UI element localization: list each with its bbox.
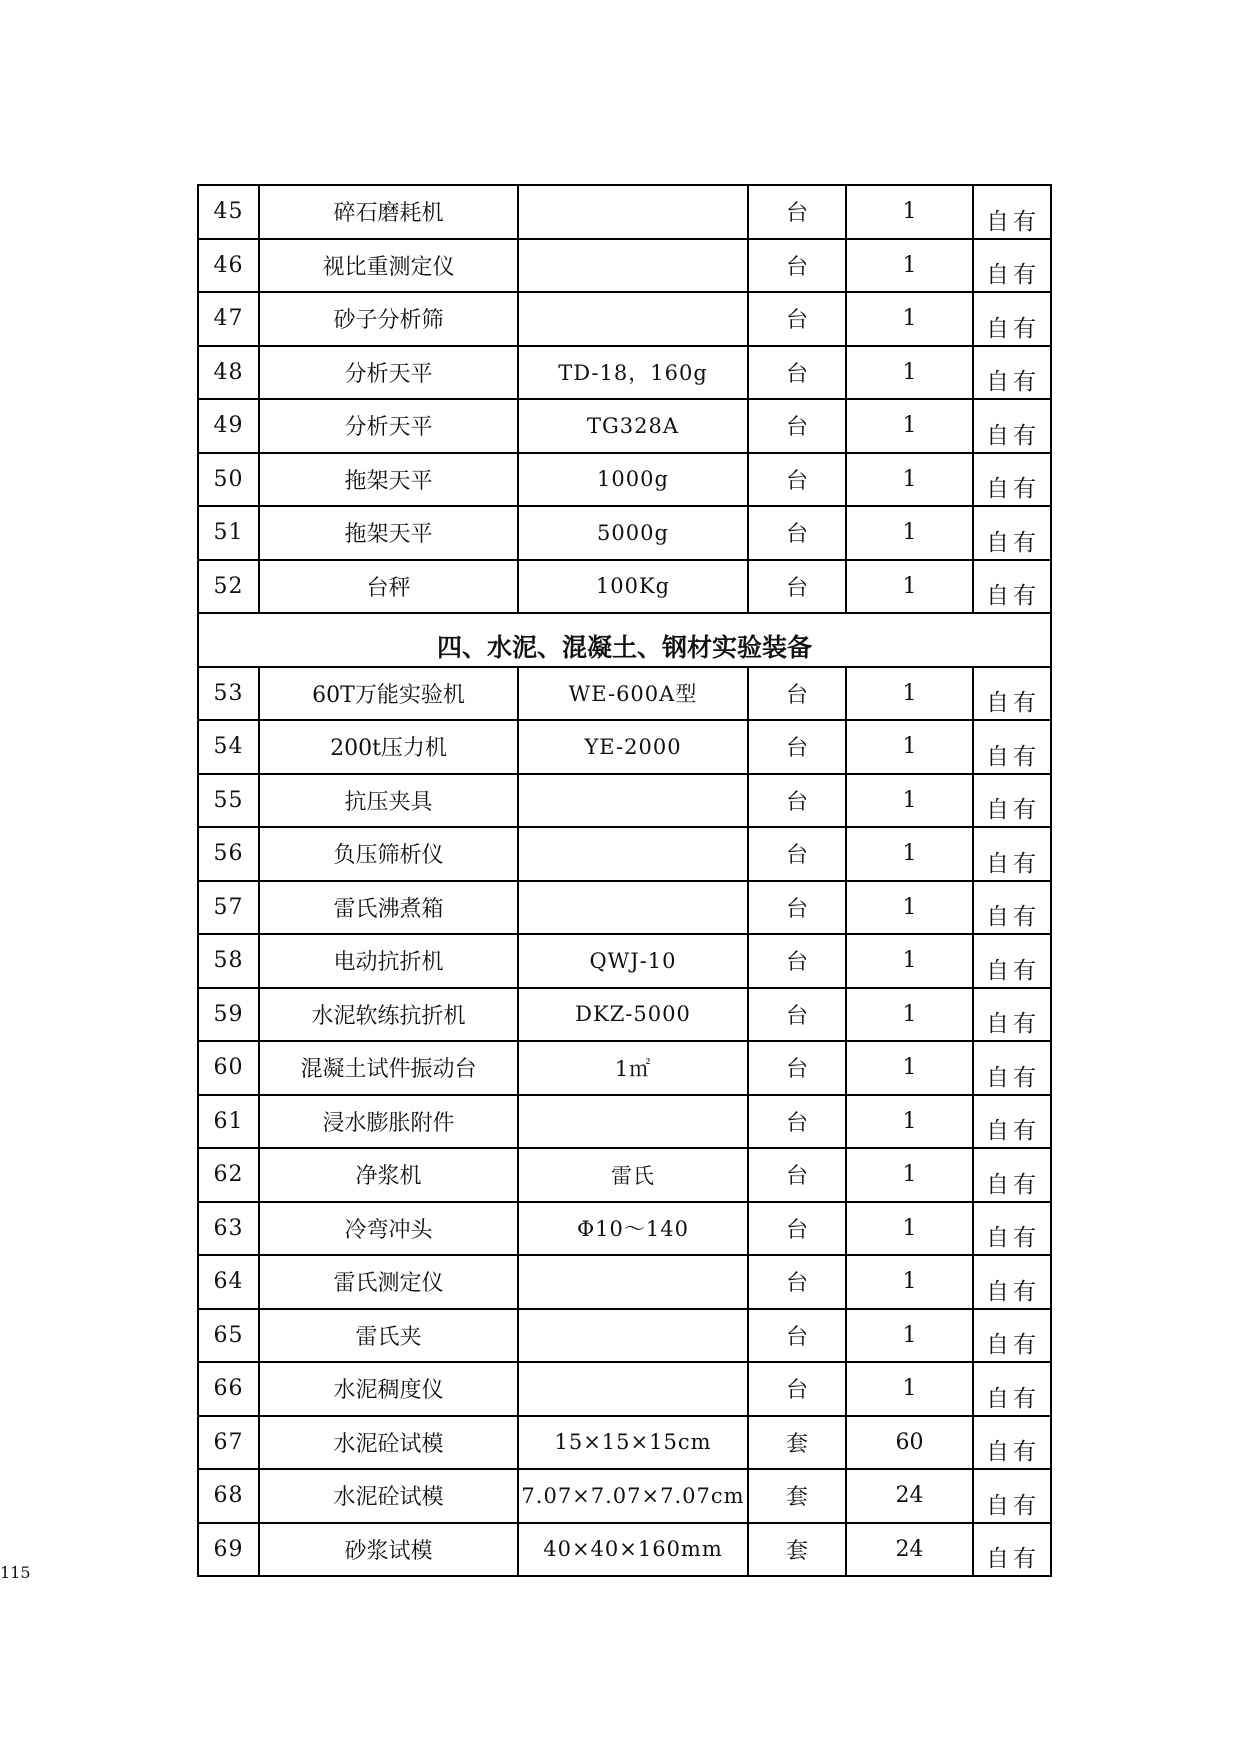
cell-model <box>518 1309 748 1363</box>
cell-model: 1000g <box>518 453 748 507</box>
cell-ownership: 自有 <box>973 774 1051 828</box>
cell-equipment-name: 分析天平 <box>259 346 518 400</box>
cell-ownership: 自有 <box>973 346 1051 400</box>
cell-ownership: 自有 <box>973 399 1051 453</box>
table-section <box>198 613 1051 667</box>
cell-equipment-name: 水泥砼试模 <box>259 1416 518 1470</box>
cell-model: TG328A <box>518 399 748 453</box>
cell-unit: 台 <box>748 560 846 614</box>
cell-unit: 台 <box>748 1202 846 1256</box>
cell-model: Φ10～140 <box>518 1202 748 1256</box>
cell-ownership: 自有 <box>973 1041 1051 1095</box>
table-row <box>198 1469 1051 1523</box>
cell-quantity: 1 <box>846 667 973 721</box>
cell-model: 7.07×7.07×7.07cm <box>518 1469 748 1523</box>
cell-unit: 台 <box>748 399 846 453</box>
cell-equipment-name: 净浆机 <box>259 1148 518 1202</box>
equipment-table <box>197 184 1052 1577</box>
cell-ownership: 自有 <box>973 292 1051 346</box>
cell-number: 50 <box>198 453 259 507</box>
cell-number: 49 <box>198 399 259 453</box>
cell-unit: 台 <box>748 881 846 935</box>
cell-equipment-name: 抗压夹具 <box>259 774 518 828</box>
cell-unit: 台 <box>748 506 846 560</box>
cell-unit: 台 <box>748 185 846 239</box>
cell-quantity: 1 <box>846 185 973 239</box>
table-row <box>198 1202 1051 1256</box>
cell-equipment-name: 雷氏沸煮箱 <box>259 881 518 935</box>
cell-quantity: 1 <box>846 1095 973 1149</box>
cell-ownership: 自有 <box>973 453 1051 507</box>
table-row <box>198 1523 1051 1577</box>
cell-number: 54 <box>198 720 259 774</box>
cell-ownership: 自有 <box>973 506 1051 560</box>
cell-equipment-name: 水泥稠度仪 <box>259 1362 518 1416</box>
cell-equipment-name: 碎石磨耗机 <box>259 185 518 239</box>
table-row <box>198 1309 1051 1363</box>
cell-equipment-name: 雷氏测定仪 <box>259 1255 518 1309</box>
cell-equipment-name: 负压筛析仪 <box>259 827 518 881</box>
table-row <box>198 774 1051 828</box>
cell-ownership: 自有 <box>973 667 1051 721</box>
cell-number: 68 <box>198 1469 259 1523</box>
cell-equipment-name: 拖架天平 <box>259 453 518 507</box>
cell-model: 40×40×160mm <box>518 1523 748 1577</box>
cell-unit: 台 <box>748 1255 846 1309</box>
table-row <box>198 827 1051 881</box>
cell-ownership: 自有 <box>973 239 1051 293</box>
cell-quantity: 1 <box>846 720 973 774</box>
cell-number: 64 <box>198 1255 259 1309</box>
cell-unit: 套 <box>748 1416 846 1470</box>
cell-quantity: 1 <box>846 1041 973 1095</box>
cell-equipment-name: 水泥软练抗折机 <box>259 988 518 1042</box>
cell-model: 5000g <box>518 506 748 560</box>
table-row <box>198 560 1051 614</box>
cell-quantity: 1 <box>846 292 973 346</box>
cell-number: 45 <box>198 185 259 239</box>
cell-quantity: 1 <box>846 1309 973 1363</box>
cell-number: 63 <box>198 1202 259 1256</box>
cell-equipment-name: 视比重测定仪 <box>259 239 518 293</box>
cell-ownership: 自有 <box>973 720 1051 774</box>
cell-ownership: 自有 <box>973 1095 1051 1149</box>
cell-ownership: 自有 <box>973 881 1051 935</box>
cell-quantity: 1 <box>846 506 973 560</box>
cell-equipment-name: 电动抗折机 <box>259 934 518 988</box>
section-title: 四、水泥、混凝土、钢材实验装备 <box>198 613 1051 667</box>
cell-quantity: 1 <box>846 881 973 935</box>
cell-unit: 台 <box>748 934 846 988</box>
cell-ownership: 自有 <box>973 988 1051 1042</box>
cell-unit: 台 <box>748 988 846 1042</box>
cell-quantity: 1 <box>846 1362 973 1416</box>
cell-number: 55 <box>198 774 259 828</box>
table-row <box>198 988 1051 1042</box>
cell-unit: 台 <box>748 720 846 774</box>
cell-model: WE-600A型 <box>518 667 748 721</box>
cell-quantity: 1 <box>846 1202 973 1256</box>
cell-number: 61 <box>198 1095 259 1149</box>
cell-equipment-name: 砂子分析筛 <box>259 292 518 346</box>
cell-model <box>518 239 748 293</box>
cell-unit: 台 <box>748 239 846 293</box>
cell-model <box>518 1095 748 1149</box>
table-row <box>198 399 1051 453</box>
cell-number: 67 <box>198 1416 259 1470</box>
cell-model: TD-18，160g <box>518 346 748 400</box>
table-row <box>198 1041 1051 1095</box>
cell-ownership: 自有 <box>973 827 1051 881</box>
cell-model: 15×15×15cm <box>518 1416 748 1470</box>
cell-model: 雷氏 <box>518 1148 748 1202</box>
cell-number: 60 <box>198 1041 259 1095</box>
cell-equipment-name: 200t压力机 <box>259 720 518 774</box>
cell-ownership: 自有 <box>973 185 1051 239</box>
cell-unit: 台 <box>748 827 846 881</box>
table-row <box>198 453 1051 507</box>
table-row <box>198 1255 1051 1309</box>
table-row <box>198 346 1051 400</box>
cell-unit: 台 <box>748 346 846 400</box>
cell-model: DKZ-5000 <box>518 988 748 1042</box>
cell-unit: 台 <box>748 1309 846 1363</box>
cell-unit: 台 <box>748 774 846 828</box>
cell-ownership: 自有 <box>973 1416 1051 1470</box>
cell-number: 53 <box>198 667 259 721</box>
cell-unit: 台 <box>748 1362 846 1416</box>
cell-number: 65 <box>198 1309 259 1363</box>
table-row <box>198 1095 1051 1149</box>
cell-number: 47 <box>198 292 259 346</box>
cell-quantity: 1 <box>846 827 973 881</box>
cell-quantity: 1 <box>846 1255 973 1309</box>
cell-quantity: 1 <box>846 453 973 507</box>
cell-number: 66 <box>198 1362 259 1416</box>
cell-quantity: 1 <box>846 346 973 400</box>
cell-equipment-name: 分析天平 <box>259 399 518 453</box>
cell-number: 51 <box>198 506 259 560</box>
cell-ownership: 自有 <box>973 1202 1051 1256</box>
table-row <box>198 185 1051 239</box>
cell-model: YE-2000 <box>518 720 748 774</box>
cell-ownership: 自有 <box>973 1148 1051 1202</box>
cell-unit: 台 <box>748 1148 846 1202</box>
cell-ownership: 自有 <box>973 1362 1051 1416</box>
cell-equipment-name: 60T万能实验机 <box>259 667 518 721</box>
cell-ownership: 自有 <box>973 1469 1051 1523</box>
cell-equipment-name: 砂浆试模 <box>259 1523 518 1577</box>
table-row <box>198 1148 1051 1202</box>
cell-model <box>518 1362 748 1416</box>
cell-ownership: 自有 <box>973 1255 1051 1309</box>
section-row <box>198 613 1051 667</box>
cell-quantity: 1 <box>846 1148 973 1202</box>
table-row <box>198 1416 1051 1470</box>
cell-model <box>518 827 748 881</box>
cell-equipment-name: 浸水膨胀附件 <box>259 1095 518 1149</box>
cell-ownership: 自有 <box>973 560 1051 614</box>
table-row <box>198 506 1051 560</box>
cell-unit: 台 <box>748 1095 846 1149</box>
cell-model <box>518 774 748 828</box>
cell-quantity: 1 <box>846 934 973 988</box>
page-number: 115 <box>0 1563 31 1582</box>
cell-ownership: 自有 <box>973 1309 1051 1363</box>
cell-quantity: 60 <box>846 1416 973 1470</box>
cell-number: 57 <box>198 881 259 935</box>
cell-unit: 套 <box>748 1469 846 1523</box>
cell-equipment-name: 混凝土试件振动台 <box>259 1041 518 1095</box>
cell-equipment-name: 台秤 <box>259 560 518 614</box>
cell-number: 52 <box>198 560 259 614</box>
cell-model: 100Kg <box>518 560 748 614</box>
table-row <box>198 239 1051 293</box>
cell-unit: 套 <box>748 1523 846 1577</box>
cell-unit: 台 <box>748 453 846 507</box>
cell-quantity: 1 <box>846 774 973 828</box>
cell-number: 56 <box>198 827 259 881</box>
table-body-bottom <box>198 667 1051 1577</box>
cell-number: 46 <box>198 239 259 293</box>
cell-model <box>518 185 748 239</box>
cell-equipment-name: 雷氏夹 <box>259 1309 518 1363</box>
cell-model <box>518 292 748 346</box>
cell-number: 69 <box>198 1523 259 1577</box>
cell-number: 58 <box>198 934 259 988</box>
cell-equipment-name: 拖架天平 <box>259 506 518 560</box>
cell-quantity: 1 <box>846 239 973 293</box>
table-row <box>198 881 1051 935</box>
cell-number: 62 <box>198 1148 259 1202</box>
cell-equipment-name: 冷弯冲头 <box>259 1202 518 1256</box>
cell-model: QWJ-10 <box>518 934 748 988</box>
cell-unit: 台 <box>748 1041 846 1095</box>
cell-ownership: 自有 <box>973 1523 1051 1577</box>
cell-equipment-name: 水泥砼试模 <box>259 1469 518 1523</box>
table-row <box>198 1362 1051 1416</box>
cell-unit: 台 <box>748 667 846 721</box>
cell-quantity: 24 <box>846 1469 973 1523</box>
table-body-top <box>198 185 1051 613</box>
cell-quantity: 1 <box>846 399 973 453</box>
table-row <box>198 667 1051 721</box>
cell-ownership: 自有 <box>973 934 1051 988</box>
table-row <box>198 720 1051 774</box>
cell-unit: 台 <box>748 292 846 346</box>
cell-number: 48 <box>198 346 259 400</box>
cell-quantity: 24 <box>846 1523 973 1577</box>
cell-model: 1㎡ <box>518 1041 748 1095</box>
cell-number: 59 <box>198 988 259 1042</box>
cell-quantity: 1 <box>846 988 973 1042</box>
cell-model <box>518 1255 748 1309</box>
table-row <box>198 934 1051 988</box>
cell-quantity: 1 <box>846 560 973 614</box>
table-row <box>198 292 1051 346</box>
cell-model <box>518 881 748 935</box>
